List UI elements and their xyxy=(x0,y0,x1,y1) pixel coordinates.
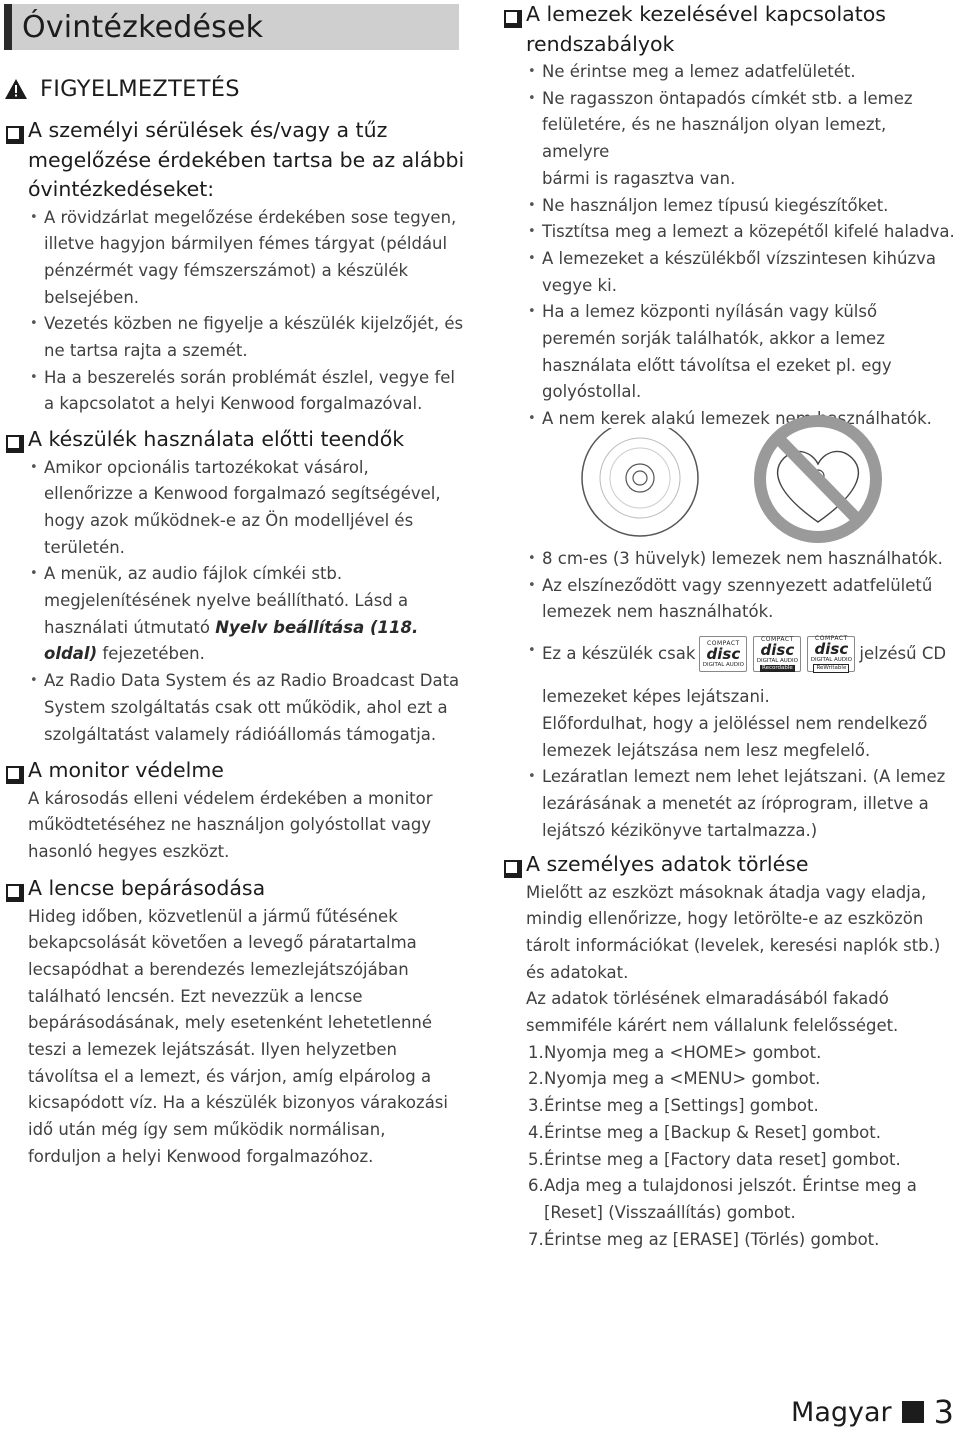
compact-disc-digital-audio-logo: COMPACT disc DIGITAL AUDIO xyxy=(699,636,747,672)
list-item: • A rövidzárlat megelőzése érdekében sose tegyen, illetve hagyjon bármilyen fémes tárgyat (például pénzérmét vagy fémszerszámot) a készülék belsejében. xyxy=(4,205,470,312)
section-before-use xyxy=(4,425,470,748)
list-item: • 8 cm-es (3 hüvelyk) lemezek nem használhatók. xyxy=(502,546,958,573)
section-square-icon xyxy=(6,123,24,141)
section-disc-handling-cont xyxy=(502,546,958,844)
paragraph: A károsodás elleni védelem érdekében a monitor működtetéséhez ne használjon golyóstollat vagy hasonló hegyes eszközt. xyxy=(28,788,433,861)
section-square-icon xyxy=(6,881,24,899)
list-item: • Lezáratlan lemezt nem lehet lejátszani. (A lemez lezárásának a menetét az íróprogram, illetve a lejátszó kézikönyve tartalmazza.) xyxy=(502,764,958,844)
list-item: • Vezetés közben ne figyelje a készülék kijelzőjét, és ne tartsa rajta a szemét. xyxy=(4,311,470,364)
list-item: • Az elszíneződött vagy szennyezett adatfelületű lemezek nem használhatók. xyxy=(502,573,958,626)
section-square-icon xyxy=(6,432,24,450)
section-personal-injury xyxy=(4,116,470,418)
page-footer xyxy=(791,1393,954,1431)
section-square-icon xyxy=(504,7,522,25)
section-square-icon xyxy=(504,857,522,875)
list-item: • Ez a készülék csak COMPACT disc DIGITAL AUDIO COMPACT disc DIGITAL AUDIO Recordable COMPACT disc DIGITAL AUDIO ReWritable jelzésű CD lemezeket képes lejátszani. Előfordulhat, hogy a jelöléssel nem rendelkező lemezek lejátszása nem lesz megfelelő. xyxy=(502,636,958,764)
warning-label: FIGYELMEZTETÉS xyxy=(40,76,240,102)
step-item: 5. Érintse meg a [Factory data reset] gombot. xyxy=(528,1149,901,1169)
disc-illustrations xyxy=(580,428,880,548)
footer-square-icon xyxy=(902,1401,924,1423)
section-heading: A személyes adatok törlése xyxy=(502,850,958,880)
page-number: 3 xyxy=(933,1393,954,1431)
cross-reference-link[interactable]: oldal) xyxy=(44,644,98,664)
list-item: • Amikor opcionális tartozékokat vásárol, ellenőrizze a Kenwood forgalmazó segítségével, hogy azok működnek-e az Ön modelljével és területén. xyxy=(4,455,470,562)
warning-triangle-icon xyxy=(4,78,28,100)
list-item: • A nem kerek alakú lemezek nem használhatók. xyxy=(502,406,958,433)
section-monitor-protection xyxy=(4,756,470,866)
list-item: • Az Radio Data System és az Radio Broadcast Data System szolgáltatás csak ott működik, ahol ezt a szolgáltatást valamely rádióállomás támogatja. xyxy=(4,668,470,748)
list-item: • Ha a beszerelés során problémát észlel, vegye fel a kapcsolatot a helyi Kenwood forgalmazóval. xyxy=(4,365,470,418)
page-title: Óvintézkedések xyxy=(22,9,264,45)
paragraph: Hideg időben, közvetlenül a jármű fűtésének bekapcsolását követően a levegő páratartalma lecsapódhat a berendezés lemezlejátszójában található lencsén. Ezt nevezzük a lencse bepárásodásának, mely esetenként lehetetlenné teszi a lemezek lejátszását. Ilyen helyzetben távolítsa el a lemezt, és várjon, amíg elpárolog a kicsapódott víz. Ha a készülék bizonyos várakozási idő után még így sem működik normálisan, forduljon a helyi Kenwood forgalmazóhoz. xyxy=(28,906,448,1166)
section-heading: A monitor védelme xyxy=(4,756,470,786)
list-item: • Tisztítsa meg a lemezt a közepétől kifelé haladva. xyxy=(502,219,958,246)
cd-logos xyxy=(699,636,855,672)
section-lens-fogging xyxy=(4,874,470,1171)
list-item: • A menük, az audio fájlok címkéi stb. megjelenítésének nyelve beállítható. Lásd a használati útmutató Nyelv beállítása (118. oldal) fejezetében. xyxy=(4,561,470,668)
bullet-list xyxy=(502,546,958,844)
section-heading: A készülék használata előtti teendők xyxy=(4,425,470,455)
no-heart-disc-icon xyxy=(748,414,888,544)
list-item: • Ne ragasszon öntapadós címkét stb. a lemez felületére, és ne használjon olyan lemezt, amelyre bármi is ragasztva van. xyxy=(502,86,958,193)
paragraph: Mielőtt az eszközt másoknak átadja vagy eladja, mindig ellenőrizze, hogy letörölte-e az eszközön tárolt információkat (levelek, keresési naplók stb.) és adatokat. Az adatok törlésének elmaradásából fakadó semmiféle kárért nem vállalunk felelősséget. xyxy=(526,882,941,1036)
section-square-icon xyxy=(6,763,24,781)
section-disc-handling xyxy=(502,0,958,433)
numbered-steps xyxy=(502,1040,958,1254)
section-heading: A lemezek kezelésével kapcsolatos rendszabályok xyxy=(502,0,958,59)
step-item: 2. Nyomja meg a <MENU> gombot. xyxy=(528,1069,821,1089)
list-item: • Ne használjon lemez típusú kiegészítőket. xyxy=(502,193,958,220)
section-heading: A lencse bepárásodása xyxy=(4,874,470,904)
step-item: 1. Nyomja meg a <HOME> gombot. xyxy=(528,1042,822,1062)
step-item: 4. Érintse meg a [Backup & Reset] gombot. xyxy=(528,1122,881,1142)
step-item: 3. Érintse meg a [Settings] gombot. xyxy=(528,1096,819,1116)
bullet-list xyxy=(4,205,470,419)
section-heading: A személyi sérülések és/vagy a tűz megelőzése érdekében tartsa be az alábbi óvintézkedéseket: xyxy=(4,116,470,205)
warning-heading xyxy=(4,76,240,102)
bullet-list xyxy=(4,455,470,749)
step-item: 6. Adja meg a tulajdonosi jelszót. Érintse meg a [Reset] (Visszaállítás) gombot. xyxy=(528,1176,917,1222)
footer-language: Magyar xyxy=(791,1396,892,1428)
cross-reference-link[interactable]: Nyelv beállítása (118. xyxy=(215,617,419,637)
bullet-list xyxy=(502,59,958,433)
step-item: 7. Érintse meg az [ERASE] (Törlés) gombot. xyxy=(528,1229,880,1249)
list-item: • A lemezeket a készülékből vízszintesen kihúzva vegye ki. xyxy=(502,246,958,299)
page-title-bar xyxy=(4,4,459,50)
list-item: • Ne érintse meg a lemez adatfelületét. xyxy=(502,59,958,86)
compact-disc-recordable-logo: COMPACT disc DIGITAL AUDIO Recordable xyxy=(753,636,801,672)
list-item: • Ha a lemez központi nyílásán vagy külső peremén sorják találhatók, akkor a lemez használata előtt távolítsa el ezeket pl. egy golyóstollal. xyxy=(502,299,958,406)
compact-disc-rewritable-logo: COMPACT disc DIGITAL AUDIO ReWritable xyxy=(807,636,855,672)
section-personal-data-erase xyxy=(502,850,958,1253)
